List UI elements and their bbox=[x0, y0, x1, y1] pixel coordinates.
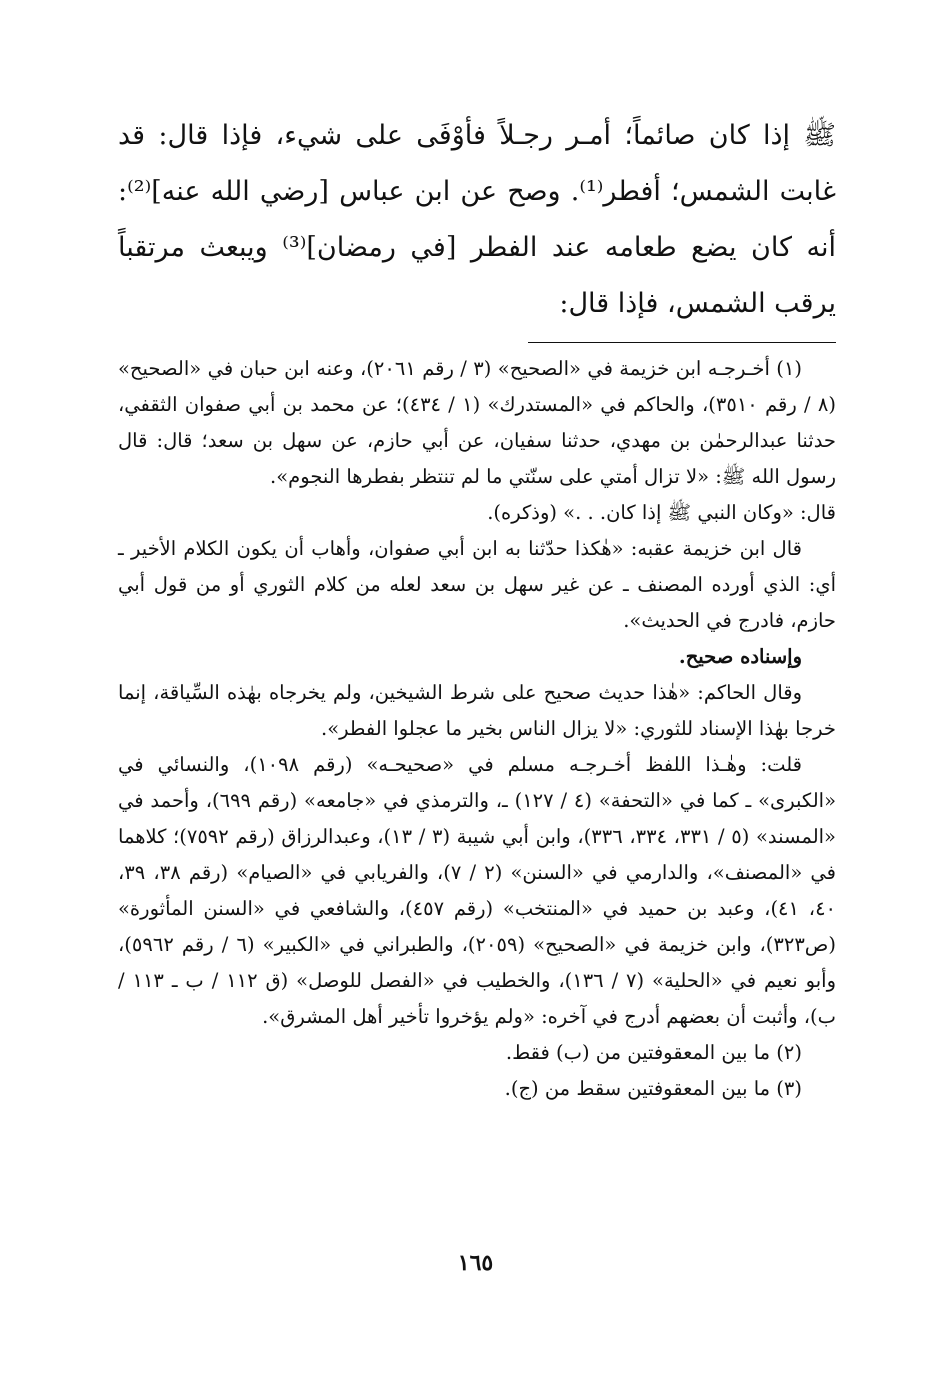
footnote-1-paragraph-1b: قال: «وكان النبي ﷺ إذا كان. . .» (وذكره). bbox=[487, 501, 836, 524]
footnote-1-paragraph-4: وقال الحاكم: «هٰذا حديث صحيح على شرط الشيخين، ولم يخرجاه بهٰذه السِّياقة، إنما خرجا بهٰذا الإسناد للثوري: «لا يزال الناس بخير ما عجلوا الفطر». bbox=[118, 681, 836, 740]
footnote-separator bbox=[528, 342, 836, 343]
page-number: ١٦٥ bbox=[457, 1250, 494, 1276]
footnote-1-paragraph-5: قلت: وهٰـذا اللفظ أخـرجـه مسلم في «صحيحـه» (رقم ١٠٩٨)، والنسائي في «الكبرى» ـ كما في «التحفة» (٤ / ١٢٧) ـ، والترمذي في «جامعه» (رقم ٦٩٩)، وأحمد في «المسند» (٥ / ٣٣١، ٣٣٤، ٣٣٦)، وابن أبي شيبة (٣ / ١٣)، وعبدالرزاق (رقم ٧٥٩٢)؛ كلاهما في «المصنف»، والدارمي في «السنن» (٢ / ٧)، والفريابي في «الصيام» (رقم ٣٨، ٣٩، ٤٠، ٤١)، وعبد بن حميد في «المنتخب» (رقم ٤٥٧)، والشافعي في «السنن المأثورة» (ص٣٢٣)، وابن خزيمة في «الصحيح» (٢٠٥٩)، والطبراني في «الكبير» (٦ / رقم ٥٩٦٢)، وأبو نعيم في «الحلية» (٧ / ١٣٦)، والخطيب في «الفصل للوصل» (ق ١١٢ / ب ـ ١١٣ / ب)، وأثبت أن بعضهم أدرج في آخره: «ولم يؤخروا تأخير أهل المشرق». bbox=[118, 753, 837, 1028]
footnote-3: (٣) ما بين المعقوفتين سقط من (ج). bbox=[504, 1077, 802, 1100]
main-paragraph: ﷺ إذا كان صائماً؛ أمـر رجـلاً فأوْفَى على شيء، فإذا قال: قد غابت الشمس؛ أفطر⁽¹⁾. وصح عن ابن عباس [رضي الله عنه]⁽²⁾: أنه كان يضع طعامه عند الفطر [في رمضان]⁽³⁾ ويبعث مرتقباً يرقب الشمس، فإذا قال: bbox=[118, 120, 836, 319]
page-body bbox=[118, 108, 836, 1107]
footnote-2: (٢) ما بين المعقوفتين من (ب) فقط. bbox=[505, 1041, 802, 1064]
footnotes bbox=[118, 351, 836, 1107]
footnote-1-paragraph-2: قال ابن خزيمة عقبه: «هٰكذا حدّثنا به ابن أبي صفوان، وأهاب أن يكون الكلام الأخير ـ أي: الذي أورده المصنف ـ عن غير سهل بن سعد لعله من كلام الثوري أو من قول أبي حازم، فادرج في الحديث». bbox=[118, 537, 836, 632]
footnote-1-isnad-note: وإسناده صحيح. bbox=[678, 645, 802, 668]
footnote-1-paragraph-1: (١) أخـرجـه ابن خزيمة في «الصحيح» (٣ / رقم ٢٠٦١)، وعنه ابن حبان في «الصحيح» (٨ / رقم ٣٥١٠)، والحاكم في «المستدرك» (١ / ٤٣٤)؛ عن محمد بن أبي صفوان الثقفي، حدثنا عبدالرحمٰن بن مهدي، حدثنا سفيان، عن أبي حازم، عن سهل بن سعد؛ قال: قال رسول الله ﷺ: «لا تزال أمتي على سنّتي ما لم تنتظر بفطرها النجوم». bbox=[118, 357, 837, 488]
